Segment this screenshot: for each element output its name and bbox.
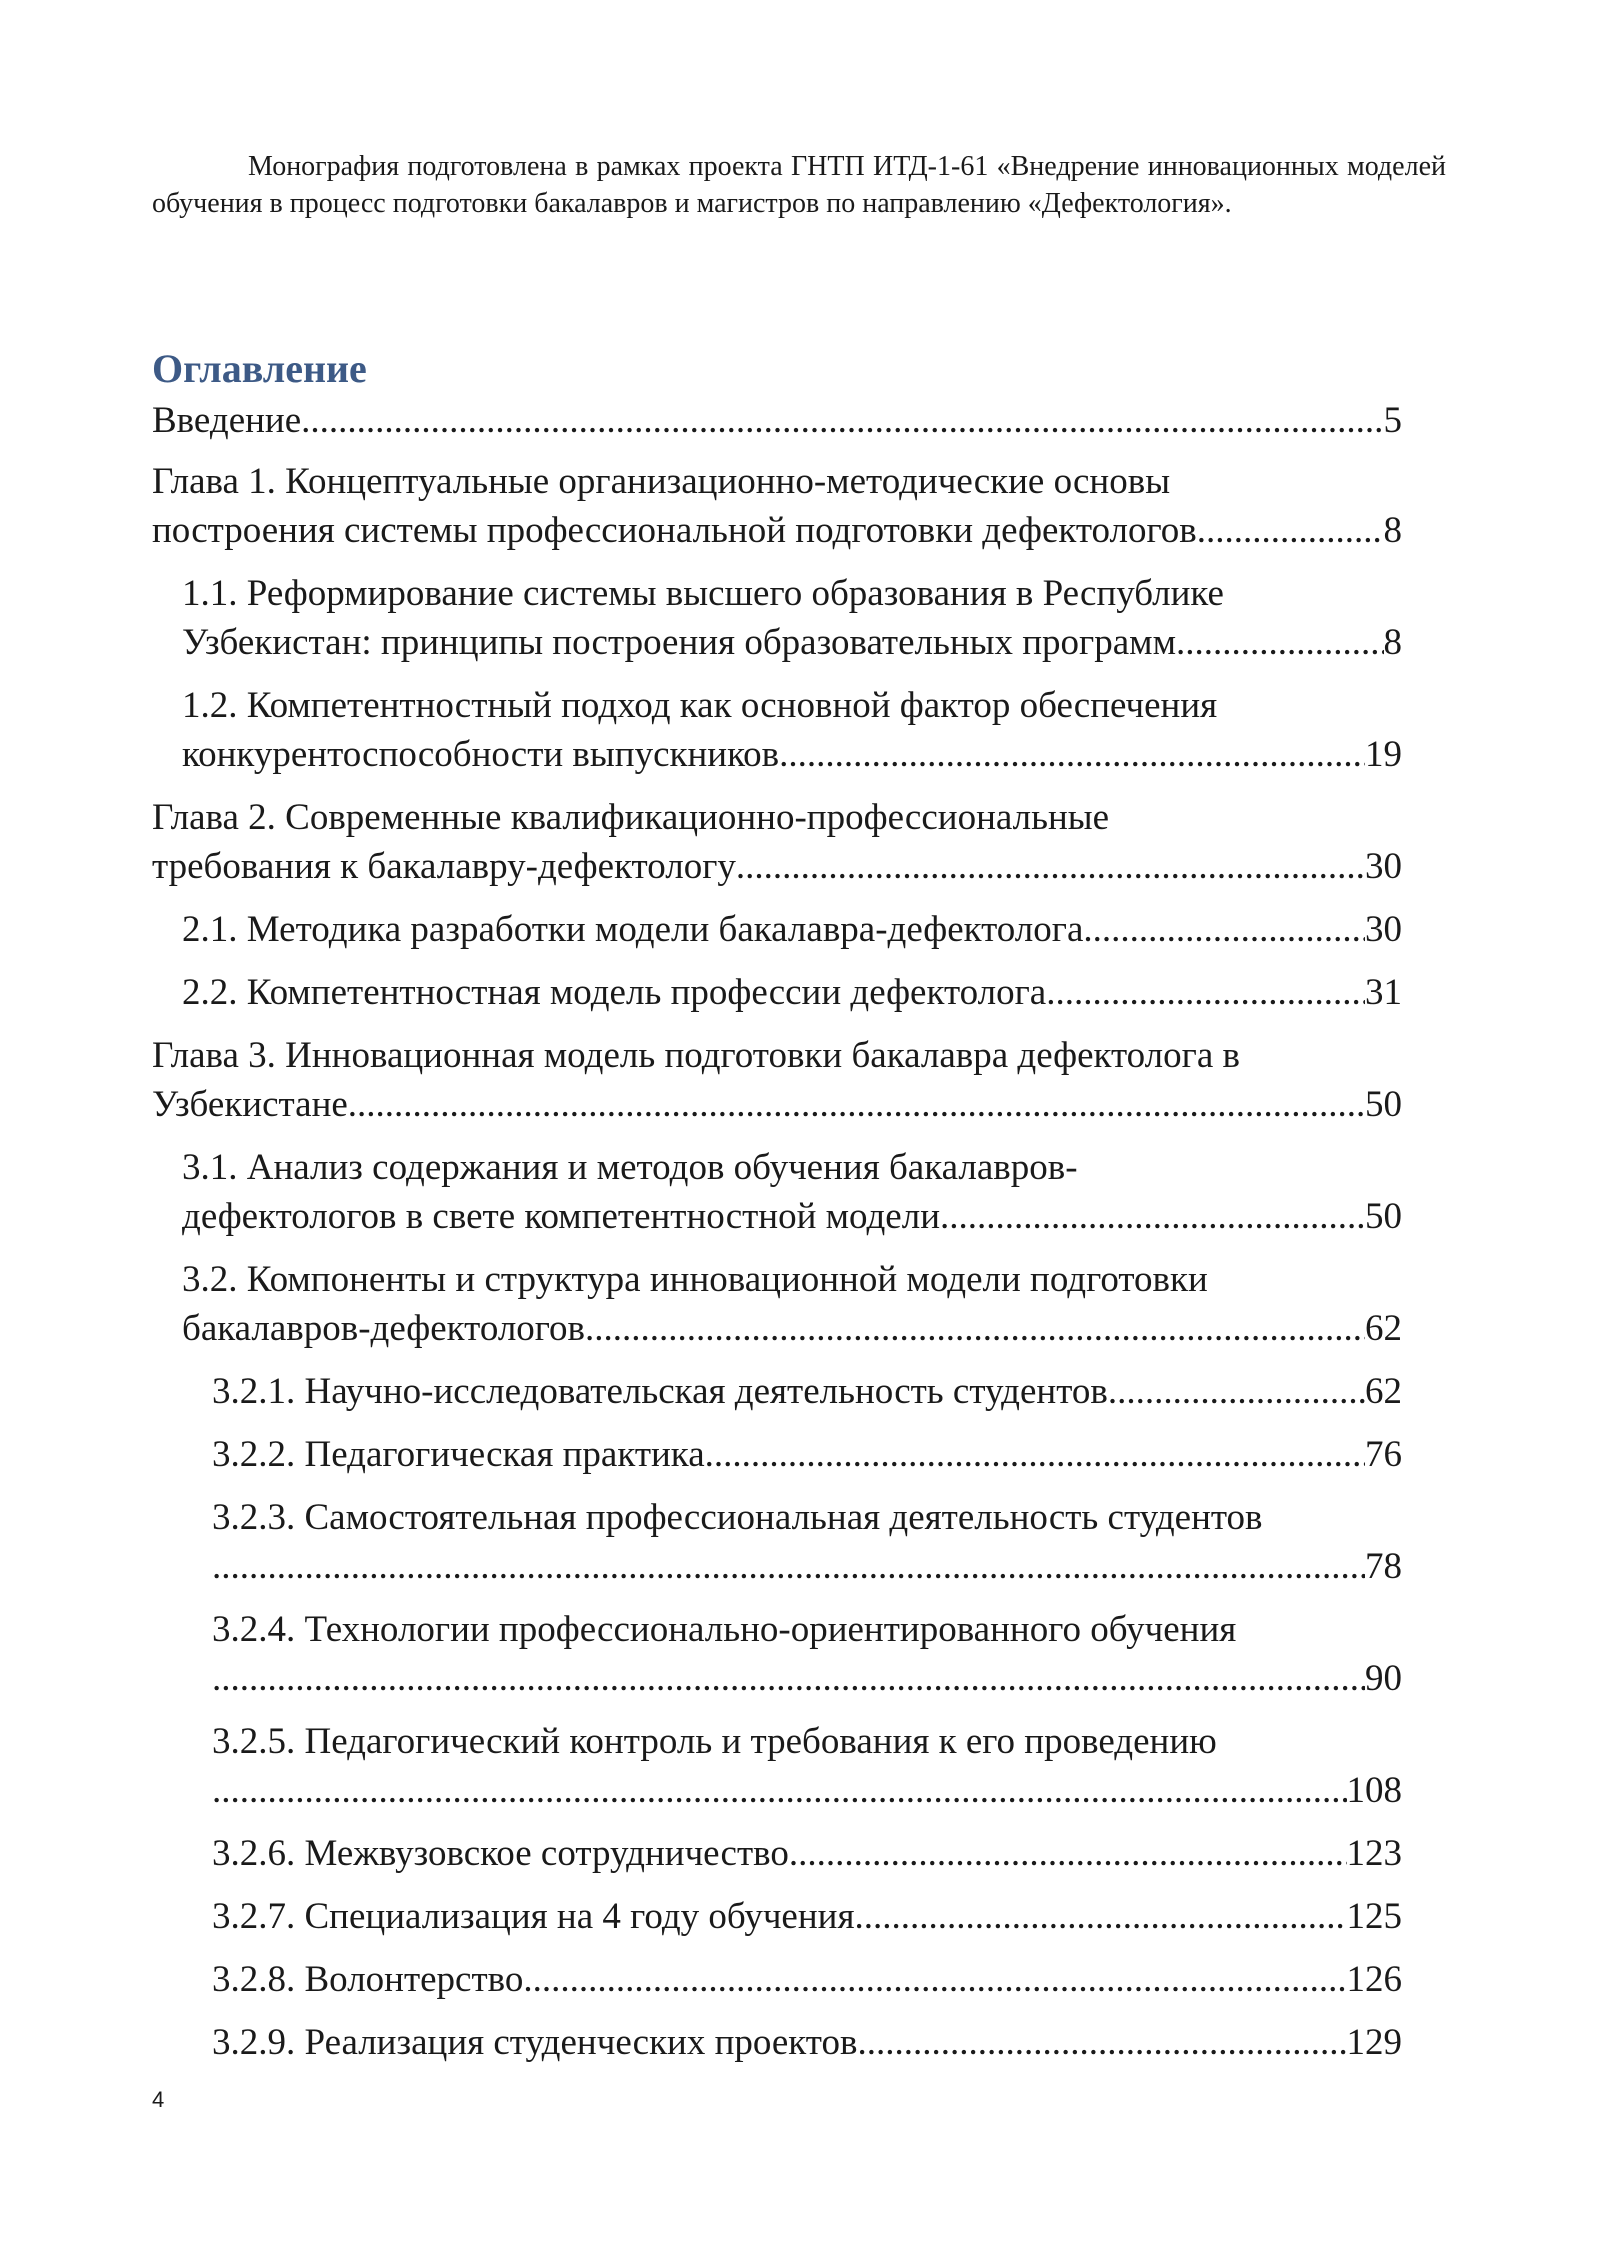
toc-entry-title-line2: конкурентоспособности выпускников: [182, 734, 780, 775]
toc-entry-page: 5: [1383, 400, 1402, 441]
dot-leader: [705, 1430, 1365, 1479]
toc-entry-page: 76: [1365, 1434, 1402, 1475]
toc-entry-section-1-2[interactable]: [182, 681, 1402, 779]
toc-entry-title-line2: Узбекистане: [152, 1084, 348, 1125]
dot-leader: [212, 1766, 1347, 1815]
dot-leader: [1197, 506, 1384, 555]
toc-entry-page: 126: [1346, 1959, 1402, 2000]
toc-entry-section-2-1[interactable]: [182, 905, 1402, 954]
toc-entry-title-line1: 1.1. Реформирование системы высшего образования в Республике: [182, 573, 1224, 614]
dot-leader: [212, 1654, 1365, 1703]
toc-entry-title: 3.2.6. Межвузовское сотрудничество: [212, 1833, 789, 1874]
toc-entry-title-line1: 3.2.4. Технологии профессионально-ориентированного обучения: [212, 1609, 1237, 1650]
toc-entry-chapter-2[interactable]: [152, 793, 1402, 891]
toc-entry-section-3-2-1[interactable]: [212, 1367, 1402, 1416]
toc-entry-title-line2: бакалавров-дефектологов: [182, 1308, 586, 1349]
dot-leader: [854, 1892, 1346, 1941]
toc-entry-title-line1: 3.2. Компоненты и структура инновационной модели подготовки: [182, 1259, 1208, 1300]
toc-entry-title: Введение: [152, 400, 302, 441]
toc-entry-page: 19: [1365, 734, 1402, 775]
toc-entry-title-line1: Глава 3. Инновационная модель подготовки бакалавра дефектолога в: [152, 1035, 1240, 1076]
dot-leader: [1176, 618, 1384, 667]
dot-leader: [789, 1829, 1347, 1878]
toc-entry-section-3-2-5[interactable]: [212, 1717, 1402, 1815]
toc-entry-title-line2: требования к бакалавру-дефектологу: [152, 846, 736, 887]
toc-entry-page: 50: [1365, 1084, 1402, 1125]
dot-leader: [1046, 968, 1365, 1017]
toc-entry-section-3-2-6[interactable]: [212, 1829, 1402, 1878]
dot-leader: [736, 842, 1365, 891]
project-note: Монография подготовлена в рамках проекта ГНТП ИТД-1-61 «Внедрение инновационных моделей обучения в процесс подготовки бакалавров и магистров по направлению «Дефектология».: [152, 151, 1446, 219]
toc-entry-title: 2.2. Компетентностная модель профессии дефектолога: [182, 972, 1047, 1013]
toc-entry-section-3-2-7[interactable]: [212, 1892, 1402, 1941]
toc-entry-title-line1: 1.2. Компетентностный подход как основной фактор обеспечения: [182, 685, 1218, 726]
toc-entry-page: 90: [1365, 1658, 1402, 1699]
toc-entry-title-line1: 3.2.3. Самостоятельная профессиональная деятельность студентов: [212, 1497, 1263, 1538]
toc-entry-title: 3.2.9. Реализация студенческих проектов: [212, 2022, 858, 2063]
dot-leader: [1108, 1367, 1365, 1416]
toc-entry-title: 3.2.8. Волонтерство: [212, 1959, 524, 2000]
toc-entry-page: 108: [1346, 1770, 1402, 1811]
toc-entry-section-2-2[interactable]: [182, 968, 1402, 1017]
toc-entry-section-3-2-9[interactable]: [212, 2018, 1402, 2067]
toc-entry-title: 3.2.1. Научно-исследовательская деятельность студентов: [212, 1371, 1108, 1412]
toc-heading: Оглавление: [152, 346, 367, 391]
table-of-contents: [152, 396, 1402, 2081]
toc-entry-section-3-2-8[interactable]: [212, 1955, 1402, 2004]
toc-entry-chapter-3[interactable]: [152, 1031, 1402, 1129]
toc-entry-page: 62: [1365, 1371, 1402, 1412]
toc-entry-section-1-1[interactable]: [182, 569, 1402, 667]
toc-entry-page: 8: [1383, 622, 1402, 663]
dot-leader: [585, 1304, 1365, 1353]
toc-entry-section-3-2-2[interactable]: [212, 1430, 1402, 1479]
dot-leader: [212, 1542, 1365, 1591]
toc-entry-title: 3.2.7. Специализация на 4 году обучения: [212, 1896, 855, 1937]
toc-entry-page: 31: [1365, 972, 1402, 1013]
toc-entry-section-3-2-4[interactable]: [212, 1605, 1402, 1703]
toc-entry-title: 3.2.2. Педагогическая практика: [212, 1434, 705, 1475]
toc-entry-title: 2.1. Методика разработки модели бакалавра-дефектолога: [182, 909, 1084, 950]
toc-entry-title-line2: построения системы профессиональной подготовки дефектологов: [152, 510, 1197, 551]
toc-entry-chapter-1[interactable]: [152, 457, 1402, 555]
toc-entry-page: 123: [1346, 1833, 1402, 1874]
dot-leader: [779, 730, 1365, 779]
toc-entry-title-line2: дефектологов в свете компетентностной модели: [182, 1196, 940, 1237]
toc-entry-page: 62: [1365, 1308, 1402, 1349]
dot-leader: [523, 1955, 1346, 2004]
toc-entry-page: 30: [1365, 909, 1402, 950]
toc-entry-page: 78: [1365, 1546, 1402, 1587]
dot-leader: [301, 396, 1383, 445]
toc-entry-page: 30: [1365, 846, 1402, 887]
toc-entry-section-3-1[interactable]: [182, 1143, 1402, 1241]
dot-leader: [348, 1080, 1365, 1129]
toc-entry-title-line1: Глава 1. Концептуальные организационно-методические основы: [152, 461, 1171, 502]
toc-entry-title-line2: Узбекистан: принципы построения образовательных программ: [182, 622, 1176, 663]
toc-entry-page: 8: [1383, 510, 1402, 551]
toc-entry-introduction[interactable]: [152, 396, 1402, 445]
page-number: 4: [152, 2087, 165, 2112]
toc-entry-title-line1: 3.1. Анализ содержания и методов обучения бакалавров-: [182, 1147, 1078, 1188]
toc-entry-section-3-2[interactable]: [182, 1255, 1402, 1353]
dot-leader: [857, 2018, 1346, 2067]
toc-entry-page: 129: [1346, 2022, 1402, 2063]
toc-entry-title-line1: Глава 2. Современные квалификационно-профессиональные: [152, 797, 1110, 838]
toc-entry-section-3-2-3[interactable]: [212, 1493, 1402, 1591]
toc-entry-page: 50: [1365, 1196, 1402, 1237]
dot-leader: [940, 1192, 1365, 1241]
toc-entry-page: 125: [1346, 1896, 1402, 1937]
dot-leader: [1083, 905, 1365, 954]
toc-entry-title-line1: 3.2.5. Педагогический контроль и требования к его проведению: [212, 1721, 1217, 1762]
